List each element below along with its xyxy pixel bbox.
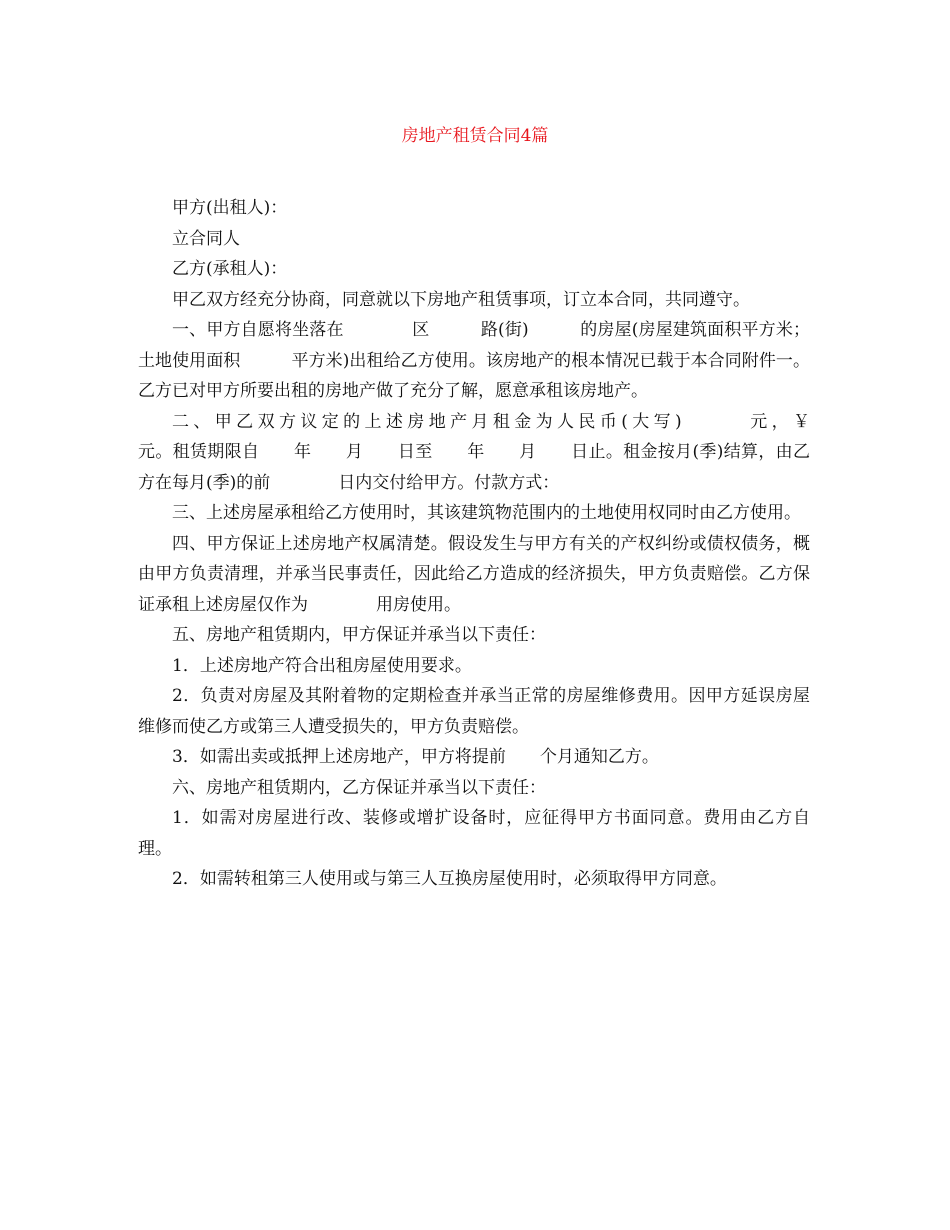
document-body [138, 193, 912, 895]
paragraph-clause-5-item-1: 1．上述房地产符合出租房屋使用要求。 [172, 655, 472, 676]
paragraph-preamble: 甲乙双方经充分协商，同意就以下房地产租赁事项，订立本合同，共同遵守。 [172, 289, 750, 310]
paragraph-clause-4: 四、甲方保证上述房地产权属清楚。假设发生与甲方有关的产权纠纷或债权债务，概由甲方负责清理，并承当民事责任，因此给乙方造成的经济损失，甲方负责赔偿。乙方保证承租上述房屋仅作为 用房使用。 [138, 533, 810, 615]
paragraph-contract-signer: 立合同人 [172, 228, 240, 249]
paragraph-clause-6-item-2: 2．如需转租第三人使用或与第三人互换房屋使用时，必须取得甲方同意。 [172, 869, 727, 889]
paragraph-clause-6: 六、房地产租赁期内，乙方保证并承当以下责任： [172, 777, 546, 798]
paragraph-clause-5-item-2: 2．负责对房屋及其附着物的定期检查并承当正常的房屋维修费用。因甲方延误房屋维修而使乙方或第三人遭受损失的，甲方负责赔偿。 [138, 686, 810, 737]
paragraph-clause-6-item-1: 1．如需对房屋进行改、装修或增扩设备时，应征得甲方书面同意。费用由乙方自理。 [138, 808, 810, 859]
paragraph-clause-2: 二、甲乙双方议定的上述房地产月租金为人民币(大写) 元，￥ 元。租赁期限自 年 月 日至 年 月 日止。租金按月(季)结算，由乙方在每月(季)的前 日内交付给甲方。付款方式： [138, 411, 912, 493]
paragraph-clause-1: 一、甲方自愿将坐落在 区 路(街) 的房屋(房屋建筑面积平方米；土地使用面积 平方米)出租给乙方使用。该房地产的根本情况已载于本合同附件一。乙方已对甲方所要出租的房地产做了充分了解，愿意承租该房地产。 [138, 320, 810, 401]
paragraph-party-b: 乙方(承租人)： [172, 259, 288, 279]
paragraph-clause-3: 三、上述房屋承租给乙方使用时，其该建筑物范围内的土地使用权同时由乙方使用。 [172, 503, 801, 523]
paragraph-party-a: 甲方(出租人)： [172, 198, 288, 218]
document-title: 房地产租赁合同4篇 [401, 126, 549, 146]
paragraph-clause-5-item-3: 3．如需出卖或抵押上述房地产，甲方将提前 个月通知乙方。 [172, 747, 659, 767]
paragraph-clause-5: 五、房地产租赁期内，甲方保证并承当以下责任： [172, 625, 546, 645]
